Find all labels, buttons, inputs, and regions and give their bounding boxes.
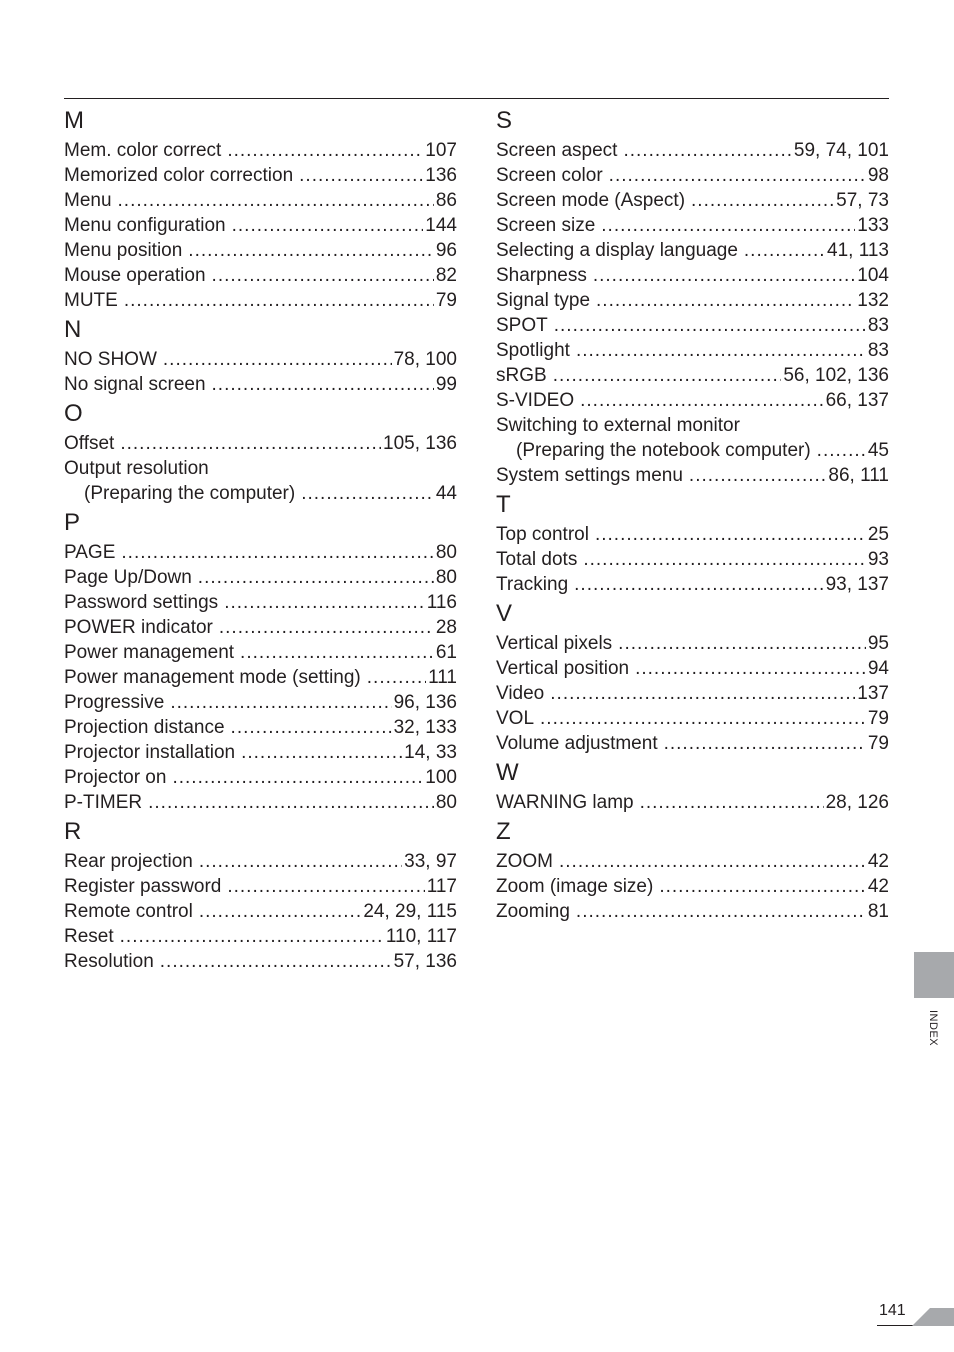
entry-pages: 14, 33 [404,742,457,763]
index-entry [496,188,889,213]
entry-pages: 99 [435,374,457,395]
entry-term: Register password [64,876,222,897]
index-entry [64,138,457,163]
entry-pages: 116 [426,592,457,613]
index-entry [496,656,889,681]
dot-leader [664,731,866,756]
dot-leader [170,690,391,715]
entry-pages: 132 [857,290,889,311]
dot-leader [148,790,434,815]
index-entry [496,313,889,338]
index-entry [496,238,889,263]
entry-term: Volume adjustment [496,733,658,754]
entry-pages: 59, 74, 101 [793,140,889,161]
index-entry [64,238,457,263]
dot-leader [659,874,866,899]
dot-leader [299,163,423,188]
entry-term: Tracking [496,574,569,595]
entry-term: Password settings [64,592,219,613]
dot-leader [120,924,384,949]
section-letter: O [64,400,83,427]
section-letter: M [64,107,84,134]
index-entry [64,615,457,640]
index-section-t [496,488,889,597]
dot-leader [188,238,434,263]
entry-term: Video [496,683,545,704]
dot-leader [580,388,823,413]
entry-term: PAGE [64,542,116,563]
dot-leader [609,163,866,188]
index-entry [64,163,457,188]
entry-pages: 32, 133 [393,717,457,738]
dot-leader [554,313,866,338]
index-entry [496,438,889,463]
section-letter: V [496,600,513,627]
entry-pages: 61 [435,642,457,663]
entry-pages: 104 [857,265,889,286]
dot-leader [553,363,782,388]
index-entry [64,765,457,790]
entry-pages: 28 [435,617,457,638]
entry-pages: 105, 136 [383,433,457,454]
dot-leader [574,572,823,597]
index-entry [64,790,457,815]
section-letter: N [64,316,82,343]
index-section-o [64,397,457,506]
dot-leader [744,238,825,263]
page-corner-tab-shape [912,1308,954,1326]
entry-term: Vertical pixels [496,633,613,654]
section-letter: R [64,818,82,845]
dot-leader [231,715,392,740]
dot-leader [121,540,433,565]
dot-leader [163,347,392,372]
page-corner-tab [912,1308,954,1326]
index-entry [496,138,889,163]
index-entry [64,924,457,949]
entry-pages: 93, 137 [825,574,889,595]
section-letter: Z [496,818,511,845]
dot-leader [595,522,866,547]
dot-leader [240,640,434,665]
entry-term: Zoom (image size) [496,876,654,897]
index-column-left [64,104,457,974]
index-entry [64,263,457,288]
index-entry [496,849,889,874]
index-entry [496,363,889,388]
dot-leader [583,547,866,572]
entry-term: Zooming [496,901,570,922]
index-entry [64,665,457,690]
entry-term: S-VIDEO [496,390,575,411]
dot-leader [232,213,424,238]
entry-term: Page Up/Down [64,567,192,588]
entry-pages: 79 [435,290,457,311]
entry-pages: 80 [435,792,457,813]
index-entry [64,456,457,481]
dot-leader [301,481,434,506]
entry-term: Output resolution [64,458,209,479]
entry-pages: 56, 102, 136 [783,365,889,386]
index-column-right [496,104,889,924]
index-entry [496,413,889,438]
entry-pages: 42 [867,851,889,872]
index-section-m [64,104,457,313]
index-entry [64,590,457,615]
index-section-p [64,506,457,815]
entry-term: Signal type [496,290,591,311]
index-entry [64,347,457,372]
index-entry [496,213,889,238]
entry-term: Reset [64,926,114,947]
index-entry [496,874,889,899]
entry-pages: 79 [867,733,889,754]
index-entry [496,572,889,597]
page-number: 141 [879,1302,906,1319]
section-letter: P [64,509,81,536]
entry-term: WARNING lamp [496,792,634,813]
entry-term: Mouse operation [64,265,206,286]
index-entry [496,790,889,815]
entry-term: Resolution [64,951,154,972]
entry-term: Selecting a display language [496,240,738,261]
index-section-r [64,815,457,974]
dot-leader [689,463,827,488]
dot-leader [540,706,866,731]
entry-term: Power management [64,642,235,663]
entry-pages: 44 [435,483,457,504]
index-entry [64,540,457,565]
entry-term: Menu configuration [64,215,226,236]
entry-pages: 86, 111 [828,465,889,486]
entry-term: (Preparing the computer) [84,483,296,504]
entry-pages: 137 [857,683,889,704]
page-number-rule [877,1325,917,1326]
dot-leader [618,631,866,656]
entry-pages: 144 [425,215,457,236]
entry-term: Screen color [496,165,603,186]
index-entry [64,899,457,924]
dot-leader [559,849,866,874]
index-entry [64,431,457,456]
dot-leader [118,188,434,213]
dot-leader [640,790,824,815]
dot-leader [576,338,866,363]
entry-pages: 66, 137 [825,390,889,411]
index-entry [64,949,457,974]
entry-pages: 42 [867,876,889,897]
section-letter: T [496,491,511,518]
dot-leader [212,372,434,397]
entry-term: P-TIMER [64,792,143,813]
section-letter: W [496,759,519,786]
header-rule [64,98,889,99]
index-entry [496,388,889,413]
entry-term: POWER indicator [64,617,213,638]
entry-term: Mem. color correct [64,140,222,161]
section-label: INDEX [927,1010,939,1047]
entry-term: Projection distance [64,717,225,738]
index-entry [64,849,457,874]
index-entry [496,706,889,731]
entry-term: Top control [496,524,589,545]
index-entry [496,899,889,924]
index-entry [496,463,889,488]
entry-pages: 81 [867,901,889,922]
entry-pages: 80 [435,542,457,563]
entry-term: Screen aspect [496,140,618,161]
entry-term: Menu [64,190,112,211]
entry-term: (Preparing the notebook computer) [516,440,811,461]
index-section-v [496,597,889,756]
entry-pages: 57, 136 [393,951,457,972]
entry-pages: 93 [867,549,889,570]
entry-term: Projector on [64,767,167,788]
index-entry [496,631,889,656]
section-letter: S [496,107,513,134]
entry-pages: 25 [867,524,889,545]
index-entry [496,681,889,706]
index-entry [496,547,889,572]
dot-leader [198,565,434,590]
entry-term: Memorized color correction [64,165,294,186]
dot-leader [691,188,834,213]
index-section-z [496,815,889,924]
entry-term: MUTE [64,290,118,311]
index-entry [496,731,889,756]
dot-leader [241,740,402,765]
entry-pages: 24, 29, 115 [363,901,457,922]
entry-pages: 98 [867,165,889,186]
entry-pages: 80 [435,567,457,588]
dot-leader [124,288,434,313]
entry-term: Spotlight [496,340,570,361]
index-entry [64,690,457,715]
entry-pages: 110, 117 [385,926,457,947]
entry-pages: 107 [425,140,457,161]
index-entry [64,740,457,765]
index-entry [64,213,457,238]
dot-leader [172,765,423,790]
entry-pages: 111 [428,667,457,688]
entry-pages: 133 [857,215,889,236]
entry-pages: 100 [425,767,457,788]
entry-pages: 96, 136 [393,692,457,713]
entry-pages: 78, 100 [393,349,457,370]
entry-pages: 82 [435,265,457,286]
dot-leader [817,438,866,463]
entry-pages: 57, 73 [836,190,889,211]
entry-pages: 79 [867,708,889,729]
entry-term: Total dots [496,549,578,570]
entry-pages: 96 [435,240,457,261]
entry-term: Sharpness [496,265,587,286]
entry-pages: 41, 113 [827,240,889,261]
entry-pages: 94 [867,658,889,679]
index-entry [64,715,457,740]
dot-leader [593,263,855,288]
index-section-n [64,313,457,397]
index-entry [64,481,457,506]
entry-term: Menu position [64,240,183,261]
dot-leader [623,138,791,163]
dot-leader [227,138,423,163]
index-entry [64,288,457,313]
index-entry [64,874,457,899]
dot-leader [596,288,855,313]
index-entry [496,522,889,547]
entry-pages: 28, 126 [825,792,889,813]
index-entry [496,338,889,363]
entry-term: VOL [496,708,535,729]
entry-term: Rear projection [64,851,193,872]
index-entry [64,640,457,665]
dot-leader [219,615,434,640]
entry-term: System settings menu [496,465,683,486]
dot-leader [199,899,361,924]
dot-leader [367,665,426,690]
index-entry [64,372,457,397]
entry-pages: 33, 97 [404,851,457,872]
index-entry [496,263,889,288]
entry-pages: 45 [867,440,889,461]
entry-term: Switching to external monitor [496,415,740,436]
entry-term: No signal screen [64,374,206,395]
entry-term: NO SHOW [64,349,157,370]
section-tab [914,952,954,998]
dot-leader [635,656,866,681]
entry-pages: 117 [426,876,457,897]
index-entry [496,288,889,313]
entry-term: SPOT [496,315,548,336]
entry-term: Offset [64,433,115,454]
dot-leader [120,431,381,456]
dot-leader [212,263,434,288]
index-entry [64,188,457,213]
entry-term: ZOOM [496,851,553,872]
entry-term: Screen size [496,215,596,236]
entry-term: Vertical position [496,658,630,679]
dot-leader [550,681,855,706]
dot-leader [227,874,424,899]
entry-pages: 83 [867,340,889,361]
index-section-s [496,104,889,488]
entry-pages: 86 [435,190,457,211]
entry-term: Progressive [64,692,165,713]
dot-leader [224,590,425,615]
index-section-w [496,756,889,815]
dot-leader [199,849,402,874]
entry-term: Power management mode (setting) [64,667,361,688]
dot-leader [576,899,866,924]
entry-pages: 83 [867,315,889,336]
entry-pages: 136 [425,165,457,186]
index-entry [496,163,889,188]
entry-term: Projector installation [64,742,236,763]
entry-term: sRGB [496,365,547,386]
entry-pages: 95 [867,633,889,654]
dot-leader [601,213,855,238]
dot-leader [160,949,392,974]
entry-term: Screen mode (Aspect) [496,190,686,211]
index-entry [64,565,457,590]
entry-term: Remote control [64,901,193,922]
